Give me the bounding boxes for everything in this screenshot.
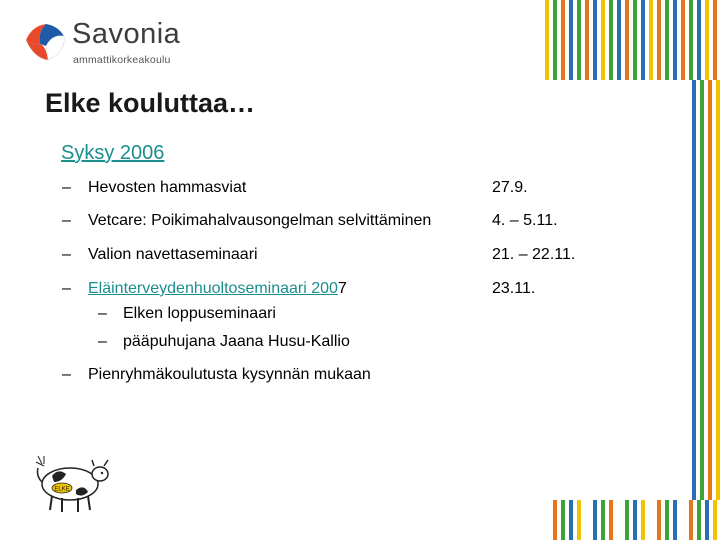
- cow-icon: [32, 452, 112, 514]
- cow-badge-label: ELKE: [54, 486, 70, 493]
- list-item: Vetcare: Poikimahalvausongelman selvittäminen: [88, 212, 432, 229]
- logo-subtitle: ammattikorkeakoulu: [73, 54, 171, 66]
- list-item-date: 4. – 5.11.: [492, 212, 558, 229]
- list-item-date: 23.11.: [492, 280, 536, 297]
- list-item-date: 27.9.: [492, 179, 528, 196]
- list-item: Hevosten hammasviat: [88, 179, 247, 196]
- sub-bullet-dash: –: [98, 333, 107, 350]
- seminar-link-tail: 7: [337, 280, 347, 297]
- list-item-date: 21. – 22.11.: [492, 246, 576, 263]
- sub-bullet-dash: –: [98, 305, 107, 322]
- decorative-stripes-right: [690, 80, 720, 500]
- decorative-stripes-bottom: [545, 500, 720, 540]
- list-item: Pienryhmäkoulutusta kysynnän mukaan: [88, 366, 371, 383]
- sub-list-item: pääpuhujana Jaana Husu-Kallio: [123, 333, 350, 350]
- savonia-logo: [24, 18, 194, 66]
- bullet-dash: –: [62, 280, 71, 297]
- slide-title: Elke kouluttaa…: [45, 88, 256, 118]
- seminar-link[interactable]: Eläinterveydenhuoltoseminaari 200: [88, 280, 338, 297]
- bullet-dash: –: [62, 179, 71, 196]
- logo-name: Savonia: [72, 18, 181, 50]
- list-item: Valion navettaseminaari: [88, 246, 258, 263]
- list-item-link[interactable]: [88, 280, 347, 298]
- savonia-logo-icon: [24, 18, 68, 64]
- decorative-stripes-top: [545, 0, 720, 80]
- bullet-dash: –: [62, 212, 71, 229]
- bullet-dash: –: [62, 246, 71, 263]
- sub-list-item: Elken loppuseminaari: [123, 305, 276, 322]
- slide-subtitle[interactable]: Syksy 2006: [61, 142, 165, 164]
- bullet-dash: –: [62, 366, 71, 383]
